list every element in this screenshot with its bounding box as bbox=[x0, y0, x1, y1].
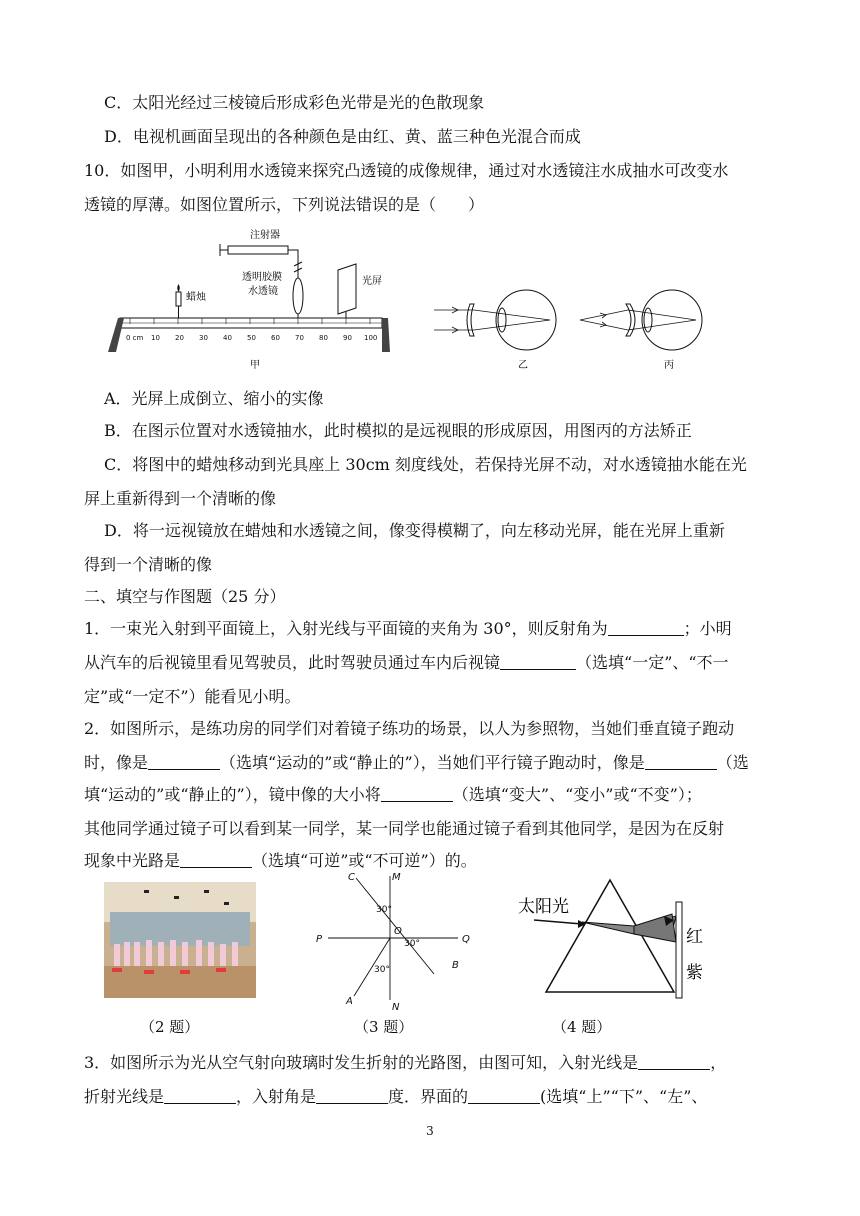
section-heading: 二、填空与作图题（25 分） bbox=[84, 587, 286, 606]
f3-line2: 折射光线是 ，入射角是 度．界面的 (选填“上”“下”、“左”、 bbox=[84, 1087, 708, 1106]
answer-blank[interactable] bbox=[164, 1087, 236, 1104]
answer-blank[interactable] bbox=[381, 785, 453, 802]
caption-jia: 甲 bbox=[250, 360, 260, 371]
angle-label: 30° bbox=[404, 939, 420, 949]
f3-line1: 3．如图所示为光从空气射向玻璃时发生折射的光路图，由图可知，入射光线是 ， bbox=[84, 1053, 727, 1072]
tick-label: 0 cm bbox=[126, 334, 144, 342]
film-label: 透明胶膜 bbox=[242, 272, 282, 283]
answer-blank[interactable] bbox=[316, 1087, 388, 1104]
q10-option-a: A．光屏上成倒立、缩小的实像 bbox=[104, 389, 324, 408]
f1-line3: 定”或“一定不”）能看见小明。 bbox=[84, 687, 301, 706]
q10-option-c-line2: 屏上重新得到一个清晰的像 bbox=[84, 489, 277, 508]
answer-blank[interactable] bbox=[468, 1087, 540, 1104]
answer-blank[interactable] bbox=[500, 653, 576, 670]
f1-line2: 从汽车的后视镜里看见驾驶员，此时驾驶员通过车内后视镜 （选填“一定”、“不一 bbox=[84, 653, 729, 672]
q10-option-d-line1: D．将一远视镜放在蜡烛和水透镜之间，像变得模糊了，向左移动光屏，能在光屏上重新 bbox=[104, 521, 725, 540]
tick-label: 60 bbox=[271, 334, 280, 342]
tick-label: 50 bbox=[247, 334, 256, 342]
q10-option-b: B．在图示位置对水透镜抽水，此时模拟的是远视眼的形成原因，用图丙的方法矫正 bbox=[104, 421, 692, 440]
caption-q4: （4 题） bbox=[552, 1018, 612, 1036]
figure-yi bbox=[430, 286, 570, 376]
label-a: A bbox=[346, 996, 353, 1007]
answer-blank[interactable] bbox=[180, 851, 252, 868]
tick-label: 90 bbox=[343, 334, 352, 342]
figure-jia bbox=[100, 222, 390, 382]
q10-stem-line2: 透镜的厚薄。如图位置所示，下列说法错误的是（ ） bbox=[84, 195, 485, 214]
angle-label: 30° bbox=[374, 965, 390, 975]
caption-q3: （3 题） bbox=[354, 1018, 414, 1036]
sunlight-label: 太阳光 bbox=[518, 897, 569, 917]
tick-label: 70 bbox=[295, 334, 304, 342]
label-b: B bbox=[452, 960, 459, 971]
label-p: P bbox=[316, 934, 323, 945]
q10-option-c-line1: C．将图中的蜡烛移动到光具座上 30cm 刻度线处，若保持光屏不动，对水透镜抽水能在光 bbox=[104, 455, 747, 474]
caption-yi: 乙 bbox=[518, 360, 528, 371]
dance-room-photo bbox=[104, 882, 256, 998]
tick-label: 40 bbox=[223, 334, 232, 342]
label-o: O bbox=[394, 926, 402, 937]
answer-blank[interactable] bbox=[645, 753, 717, 770]
caption-q2: （2 题） bbox=[140, 1018, 200, 1036]
caption-bing: 丙 bbox=[664, 360, 674, 371]
prism-diagram bbox=[516, 876, 716, 1006]
purple-label: 紫 bbox=[686, 963, 703, 983]
water-lens-label: 水透镜 bbox=[248, 286, 278, 297]
tick-label: 100 bbox=[364, 334, 378, 342]
label-m: M bbox=[392, 872, 401, 883]
label-c: C bbox=[348, 872, 355, 883]
q9-option-d: D．电视机画面呈现出的各种颜色是由红、黄、蓝三种色光混合而成 bbox=[104, 127, 581, 146]
f1-line1: 1．一束光入射到平面镜上，入射光线与平面镜的夹角为 30°，则反射角为 ；小明 bbox=[84, 619, 732, 638]
q10-option-d-line2: 得到一个清晰的像 bbox=[84, 555, 213, 574]
answer-blank[interactable] bbox=[638, 1053, 710, 1070]
label-q: Q bbox=[462, 934, 470, 945]
answer-blank[interactable] bbox=[608, 619, 684, 636]
q10-stem-line1: 10．如图甲，小明利用水透镜来探究凸透镜的成像规律，通过对水透镜注水成抽水可改变水 bbox=[84, 161, 729, 180]
figure-bing bbox=[576, 286, 716, 376]
f2-line1: 2．如图所示，是练功房的同学们对着镜子练功的场景，以人为参照物，当她们垂直镜子跑动 bbox=[84, 719, 735, 738]
page-number: 3 bbox=[426, 1124, 434, 1138]
angle-label: 30° bbox=[376, 905, 392, 915]
syringe-label: 注射器 bbox=[250, 230, 280, 241]
f2-line4: 其他同学通过镜子可以看到某一同学，某一同学也能通过镜子看到其他同学，是因为在反射 bbox=[84, 819, 725, 838]
q9-option-c: C．太阳光经过三棱镜后形成彩色光带是光的色散现象 bbox=[104, 93, 485, 112]
f2-line5: 现象中光路是 （选填“可逆”或“不可逆”）的。 bbox=[84, 851, 477, 870]
red-label: 红 bbox=[686, 927, 703, 947]
f2-line2: 时，像是 （选填“运动的”或“静止的”），当她们平行镜子跑动时，像是 （选 bbox=[84, 753, 749, 772]
tick-label: 30 bbox=[199, 334, 208, 342]
f2-line3: 填“运动的”或“静止的”），镜中像的大小将 （选填“变大”、“变小”或“不变”）； bbox=[84, 785, 702, 804]
answer-blank[interactable] bbox=[148, 753, 220, 770]
refraction-diagram bbox=[310, 868, 480, 1012]
tick-label: 20 bbox=[175, 334, 184, 342]
candle-label: 蜡烛 bbox=[186, 292, 206, 303]
tick-label: 10 bbox=[151, 334, 160, 342]
tick-label: 80 bbox=[319, 334, 328, 342]
label-n: N bbox=[392, 1002, 400, 1012]
screen-label: 光屏 bbox=[362, 276, 382, 287]
